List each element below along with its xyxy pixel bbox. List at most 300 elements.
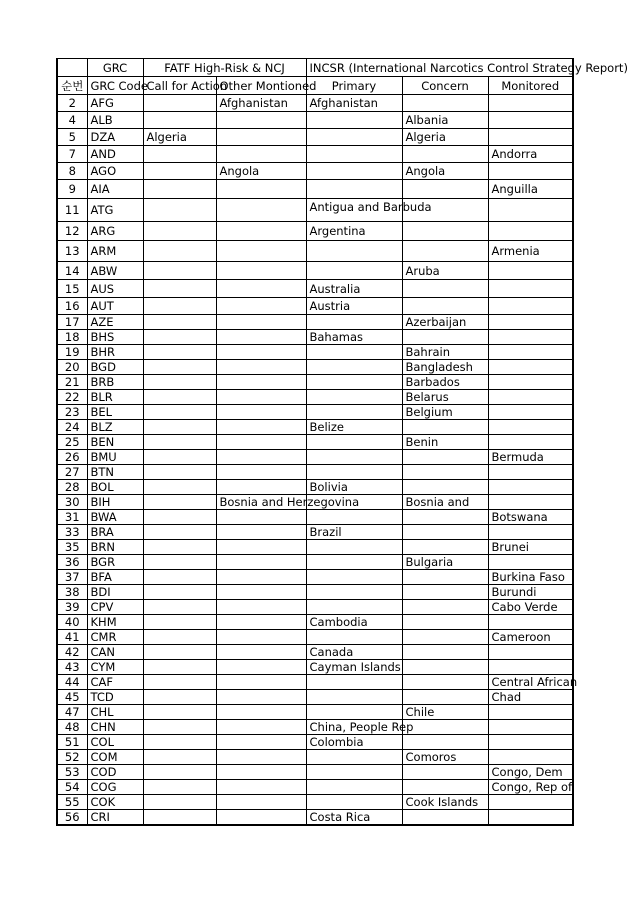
cell-concern: [402, 480, 488, 495]
table-row: [57, 129, 573, 146]
cell-number: 23: [57, 405, 87, 420]
cell-primary: [306, 375, 402, 390]
table-row: [57, 495, 573, 510]
table-row: [57, 735, 573, 750]
cell-other-mentioned: [216, 690, 306, 705]
cell-grc-code: COG: [87, 780, 143, 795]
cell-call-for-action: [143, 180, 216, 199]
cell-other-mentioned: [216, 765, 306, 780]
cell-other-mentioned: [216, 480, 306, 495]
table-row: [57, 146, 573, 163]
cell-number: 53: [57, 765, 87, 780]
cell-other-mentioned: [216, 298, 306, 315]
table-row: [57, 675, 573, 690]
cell-call-for-action: [143, 690, 216, 705]
cell-grc-code: BRB: [87, 375, 143, 390]
cell-concern: [402, 600, 488, 615]
cell-other-mentioned: [216, 720, 306, 735]
cell-monitored: [488, 298, 573, 315]
cell-call-for-action: [143, 810, 216, 826]
cell-monitored: Congo, Rep of: [488, 780, 573, 795]
cell-other-mentioned: [216, 222, 306, 241]
cell-concern: [402, 540, 488, 555]
cell-number: 48: [57, 720, 87, 735]
cell-monitored: [488, 750, 573, 765]
cell-grc-code: AIA: [87, 180, 143, 199]
cell-primary: Colombia: [306, 735, 402, 750]
cell-other-mentioned: [216, 129, 306, 146]
cell-monitored: Armenia: [488, 241, 573, 262]
cell-monitored: [488, 262, 573, 280]
table-row: [57, 810, 573, 826]
cell-primary: Bolivia: [306, 480, 402, 495]
cell-monitored: [488, 720, 573, 735]
cell-number: 33: [57, 525, 87, 540]
table-row: [57, 555, 573, 570]
cell-monitored: [488, 735, 573, 750]
cell-monitored: [488, 345, 573, 360]
cell-number: 45: [57, 690, 87, 705]
cell-concern: [402, 525, 488, 540]
cell-monitored: [488, 435, 573, 450]
cell-call-for-action: [143, 585, 216, 600]
cell-number: 30: [57, 495, 87, 510]
header-row-columns: [57, 77, 573, 95]
cell-concern: [402, 810, 488, 826]
cell-number: 26: [57, 450, 87, 465]
cell-monitored: Burundi: [488, 585, 573, 600]
cell-primary: [306, 795, 402, 810]
cell-call-for-action: [143, 600, 216, 615]
table-row: [57, 600, 573, 615]
cell-primary: [306, 241, 402, 262]
cell-call-for-action: [143, 495, 216, 510]
cell-grc-code: COM: [87, 750, 143, 765]
cell-number: 38: [57, 585, 87, 600]
table-row: [57, 690, 573, 705]
cell-monitored: [488, 315, 573, 330]
cell-primary: Costa Rica: [306, 810, 402, 826]
table-row: [57, 112, 573, 129]
cell-number: 47: [57, 705, 87, 720]
cell-monitored: [488, 555, 573, 570]
table-row: [57, 780, 573, 795]
cell-number: 19: [57, 345, 87, 360]
table-row: [57, 280, 573, 298]
cell-call-for-action: [143, 705, 216, 720]
table-row: [57, 705, 573, 720]
cell-grc-code: ARM: [87, 241, 143, 262]
cell-call-for-action: [143, 645, 216, 660]
cell-primary: [306, 690, 402, 705]
cell-other-mentioned: [216, 360, 306, 375]
table-row: [57, 435, 573, 450]
header-blank-cell: [57, 59, 87, 77]
cell-call-for-action: [143, 222, 216, 241]
cell-concern: [402, 298, 488, 315]
cell-call-for-action: [143, 146, 216, 163]
cell-monitored: [488, 525, 573, 540]
cell-primary: [306, 705, 402, 720]
cell-grc-code: BRA: [87, 525, 143, 540]
cell-grc-code: BHR: [87, 345, 143, 360]
cell-concern: [402, 660, 488, 675]
cell-concern: [402, 570, 488, 585]
cell-monitored: [488, 199, 573, 222]
cell-grc-code: KHM: [87, 615, 143, 630]
cell-primary: [306, 199, 432, 222]
cell-number: 41: [57, 630, 87, 645]
cell-call-for-action: [143, 540, 216, 555]
cell-monitored: [488, 495, 573, 510]
table-row: [57, 95, 573, 112]
cell-primary: [306, 780, 402, 795]
cell-grc-code: BLZ: [87, 420, 143, 435]
cell-grc-code: AUS: [87, 280, 143, 298]
cell-grc-code: BFA: [87, 570, 143, 585]
cell-primary: [306, 750, 402, 765]
cell-monitored: [488, 465, 573, 480]
col-header-no: 순번: [57, 77, 87, 95]
table-row: [57, 540, 573, 555]
cell-primary: [306, 465, 402, 480]
cell-number: 5: [57, 129, 87, 146]
cell-concern: [402, 420, 488, 435]
cell-primary: Afghanistan: [306, 95, 402, 112]
cell-call-for-action: [143, 420, 216, 435]
cell-concern: [402, 95, 488, 112]
cell-monitored: [488, 810, 573, 826]
cell-grc-code: COD: [87, 765, 143, 780]
cell-primary: [306, 345, 402, 360]
cell-concern: Albania: [402, 112, 488, 129]
cell-call-for-action: [143, 780, 216, 795]
cell-concern: Comoros: [402, 750, 488, 765]
cell-primary: [306, 510, 402, 525]
cell-concern: [402, 690, 488, 705]
cell-primary: Canada: [306, 645, 402, 660]
cell-call-for-action: [143, 360, 216, 375]
cell-other-mentioned: [216, 405, 306, 420]
cell-monitored: [488, 660, 573, 675]
cell-grc-code: BIH: [87, 495, 143, 510]
cell-concern: [402, 615, 488, 630]
cell-monitored: Chad: [488, 690, 573, 705]
cell-concern: Aruba: [402, 262, 488, 280]
cell-other-mentioned: [216, 810, 306, 826]
cell-primary: [306, 112, 402, 129]
cell-other-mentioned: [216, 199, 306, 222]
cell-monitored: [488, 795, 573, 810]
cell-concern: [402, 241, 488, 262]
cell-grc-code: BLR: [87, 390, 143, 405]
cell-number: 13: [57, 241, 87, 262]
cell-other-mentioned: [216, 450, 306, 465]
col-header-other-mentioned: Other Montioned: [216, 77, 306, 95]
table-row: [57, 405, 573, 420]
cell-monitored: Brunei: [488, 540, 573, 555]
cell-grc-code: BWA: [87, 510, 143, 525]
cell-number: 15: [57, 280, 87, 298]
cell-other-mentioned: Angola: [216, 163, 306, 180]
cell-other-mentioned: [216, 570, 306, 585]
cell-other-mentioned: [216, 420, 306, 435]
cell-number: 14: [57, 262, 87, 280]
cell-number: 22: [57, 390, 87, 405]
cell-primary: [306, 262, 402, 280]
cell-concern: Bahrain: [402, 345, 488, 360]
cell-call-for-action: [143, 555, 216, 570]
cell-monitored: Cameroon: [488, 630, 573, 645]
cell-monitored: Central African: [488, 675, 573, 690]
cell-other-mentioned: [216, 630, 306, 645]
cell-grc-code: BEL: [87, 405, 143, 420]
cell-call-for-action: [143, 615, 216, 630]
cell-number: 28: [57, 480, 87, 495]
table-row: [57, 180, 573, 199]
cell-grc-code: AND: [87, 146, 143, 163]
cell-concern: [402, 675, 488, 690]
cell-call-for-action: Algeria: [143, 129, 216, 146]
cell-monitored: [488, 375, 573, 390]
cell-other-mentioned: [216, 645, 306, 660]
cell-call-for-action: [143, 262, 216, 280]
table-row: [57, 630, 573, 645]
cell-monitored: [488, 615, 573, 630]
cell-monitored: [488, 95, 573, 112]
cell-grc-code: BOL: [87, 480, 143, 495]
col-header-grc-code: GRC Code: [87, 77, 143, 95]
cell-primary: [306, 540, 402, 555]
cell-other-mentioned: [216, 600, 306, 615]
cell-primary: [306, 180, 402, 199]
cell-concern: [402, 630, 488, 645]
table-row: [57, 262, 573, 280]
cell-call-for-action: [143, 735, 216, 750]
cell-call-for-action: [143, 112, 216, 129]
cell-number: 12: [57, 222, 87, 241]
cell-primary: Belize: [306, 420, 402, 435]
col-header-monitored: Monitored: [488, 77, 573, 95]
cell-grc-code: BHS: [87, 330, 143, 345]
cell-primary: Argentina: [306, 222, 402, 241]
cell-call-for-action: [143, 375, 216, 390]
cell-grc-code: ATG: [87, 199, 143, 222]
cell-call-for-action: [143, 163, 216, 180]
cell-grc-code: ABW: [87, 262, 143, 280]
cell-grc-code: DZA: [87, 129, 143, 146]
cell-number: 52: [57, 750, 87, 765]
cell-call-for-action: [143, 480, 216, 495]
col-header-concern: Concern: [402, 77, 488, 95]
cell-number: 31: [57, 510, 87, 525]
cell-primary: [306, 570, 402, 585]
table-row: [57, 330, 573, 345]
cell-grc-code: BRN: [87, 540, 143, 555]
cell-call-for-action: [143, 660, 216, 675]
cell-concern: [402, 450, 488, 465]
cell-call-for-action: [143, 630, 216, 645]
cell-number: 35: [57, 540, 87, 555]
cell-primary: Cayman Islands: [306, 660, 402, 675]
cell-number: 20: [57, 360, 87, 375]
cell-concern: [402, 222, 488, 241]
cell-concern: Azerbaijan: [402, 315, 488, 330]
cell-grc-code: CAN: [87, 645, 143, 660]
cell-number: 2: [57, 95, 87, 112]
cell-concern: Belarus: [402, 390, 488, 405]
cell-concern: Bangladesh: [402, 360, 488, 375]
table-row: [57, 222, 573, 241]
cell-other-mentioned: [216, 345, 306, 360]
cell-concern: [402, 280, 488, 298]
cell-concern: Angola: [402, 163, 488, 180]
cell-concern: Algeria: [402, 129, 488, 146]
cell-call-for-action: [143, 199, 216, 222]
cell-monitored: [488, 129, 573, 146]
cell-number: 18: [57, 330, 87, 345]
cell-monitored: Bermuda: [488, 450, 573, 465]
table-row: [57, 765, 573, 780]
cell-grc-code: AFG: [87, 95, 143, 112]
cell-primary: Austria: [306, 298, 402, 315]
cell-call-for-action: [143, 450, 216, 465]
cell-other-mentioned: [216, 705, 306, 720]
table-row: [57, 345, 573, 360]
cell-other-mentioned: [216, 660, 306, 675]
table-row: [57, 615, 573, 630]
cell-monitored: [488, 360, 573, 375]
cell-concern: [402, 735, 488, 750]
cell-grc-code: COK: [87, 795, 143, 810]
table-row: [57, 450, 573, 465]
cell-grc-code: CYM: [87, 660, 143, 675]
table-row: [57, 510, 573, 525]
table-row: [57, 199, 573, 222]
cell-primary: [306, 585, 402, 600]
cell-grc-code: AGO: [87, 163, 143, 180]
cell-number: 54: [57, 780, 87, 795]
cell-primary: [306, 163, 402, 180]
cell-monitored: [488, 390, 573, 405]
country-risk-table: [56, 58, 628, 826]
cell-number: 21: [57, 375, 87, 390]
table-row: [57, 315, 573, 330]
cell-monitored: Congo, Dem: [488, 765, 573, 780]
table-row: [57, 660, 573, 675]
cell-other-mentioned: [216, 180, 306, 199]
cell-concern: Barbados: [402, 375, 488, 390]
cell-concern: [402, 180, 488, 199]
table-row: [57, 795, 573, 810]
table-row: [57, 480, 573, 495]
cell-primary: [306, 450, 402, 465]
cell-grc-code: CMR: [87, 630, 143, 645]
cell-number: 17: [57, 315, 87, 330]
header-row-groups: [57, 59, 573, 77]
cell-number: 24: [57, 420, 87, 435]
cell-call-for-action: [143, 465, 216, 480]
cell-primary: [306, 555, 402, 570]
cell-grc-code: CPV: [87, 600, 143, 615]
cell-number: 42: [57, 645, 87, 660]
cell-other-mentioned: [216, 465, 306, 480]
cell-primary: [306, 360, 402, 375]
cell-number: 56: [57, 810, 87, 826]
table-row: [57, 525, 573, 540]
cell-grc-code: CHN: [87, 720, 143, 735]
cell-call-for-action: [143, 795, 216, 810]
cell-other-mentioned: [216, 525, 306, 540]
cell-number: 55: [57, 795, 87, 810]
cell-other-mentioned: [216, 146, 306, 163]
header-fatf: FATF High-Risk & NCJ: [143, 59, 306, 77]
table-row: [57, 585, 573, 600]
cell-grc-code: BMU: [87, 450, 143, 465]
cell-call-for-action: [143, 315, 216, 330]
cell-other-mentioned: [216, 280, 306, 298]
cell-primary: Bahamas: [306, 330, 402, 345]
cell-concern: [402, 720, 488, 735]
cell-concern: [402, 585, 488, 600]
cell-concern: [402, 510, 488, 525]
cell-grc-code: ARG: [87, 222, 143, 241]
cell-monitored: Andorra: [488, 146, 573, 163]
cell-grc-code: AZE: [87, 315, 143, 330]
cell-other-mentioned: [216, 615, 306, 630]
cell-call-for-action: [143, 750, 216, 765]
table-body: [57, 59, 628, 826]
cell-other-mentioned: [216, 555, 306, 570]
header-incsr: INCSR (International Narcotics Control Strategy Report): [306, 59, 573, 77]
cell-grc-code: CRI: [87, 810, 143, 826]
cell-primary: [306, 765, 402, 780]
cell-monitored: [488, 330, 573, 345]
cell-primary: [306, 435, 402, 450]
cell-primary: [306, 600, 402, 615]
table-row: [57, 465, 573, 480]
cell-monitored: [488, 405, 573, 420]
cell-number: 25: [57, 435, 87, 450]
cell-number: 27: [57, 465, 87, 480]
cell-call-for-action: [143, 525, 216, 540]
cell-number: 39: [57, 600, 87, 615]
cell-primary: Australia: [306, 280, 402, 298]
cell-grc-code: CHL: [87, 705, 143, 720]
cell-primary: China, People Rep: [306, 720, 402, 735]
cell-other-mentioned: [216, 315, 306, 330]
cell-number: 11: [57, 199, 87, 222]
table-row: [57, 375, 573, 390]
table-row: [57, 420, 573, 435]
cell-grc-code: CAF: [87, 675, 143, 690]
cell-grc-code: BGR: [87, 555, 143, 570]
cell-other-mentioned: [216, 330, 306, 345]
cell-concern: Benin: [402, 435, 488, 450]
table-row: [57, 390, 573, 405]
cell-monitored: Botswana: [488, 510, 573, 525]
cell-call-for-action: [143, 390, 216, 405]
cell-concern: Bulgaria: [402, 555, 488, 570]
cell-call-for-action: [143, 330, 216, 345]
cell-number: 16: [57, 298, 87, 315]
cell-monitored: [488, 163, 573, 180]
cell-primary-text: Antigua and Barbuda: [309, 200, 432, 214]
cell-concern: [402, 765, 488, 780]
cell-concern: Chile: [402, 705, 488, 720]
cell-concern: [402, 780, 488, 795]
cell-primary: Cambodia: [306, 615, 402, 630]
